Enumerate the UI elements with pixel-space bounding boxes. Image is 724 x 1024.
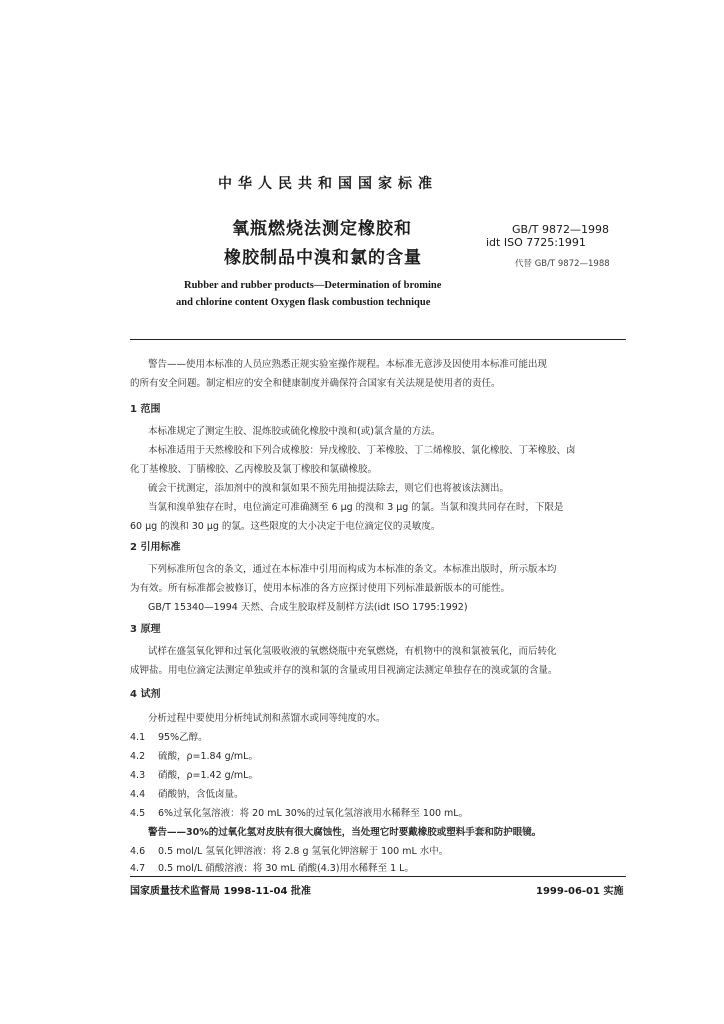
english-title-line-2: and chlorine content Oxygen flask combustion technique (176, 297, 431, 308)
section-4-intro: 分析过程中要使用分析纯试剂和蒸馏水或同等纯度的水。 (148, 713, 386, 724)
item-text: 硝酸，ρ=1.42 g/mL。 (158, 770, 258, 781)
item-text: 0.5 mol/L 硝酸溶液：将 30 mL 硝酸(4.3)用水稀释至 1 L。 (158, 863, 414, 874)
section-2-para-1b: 为有效。所有标准都会被修订，使用本标准的各方应探讨使用下列标准最新版本的可能性。 (130, 583, 511, 594)
implementation-date: 1999-06-01 实施 (536, 886, 624, 897)
item-number: 4.3 (130, 770, 146, 781)
title-line-2: 橡胶制品中溴和氯的含量 (224, 248, 422, 268)
section-3-title: 3 原理 (130, 624, 161, 635)
section-1-para-2a: 本标准适用于天然橡胶和下列合成橡胶：异戊橡胶、丁苯橡胶、丁二烯橡胶、氯化橡胶、丁苯橡胶、卤 (148, 445, 576, 456)
item-text: 95%乙醇。 (158, 732, 208, 743)
title-line-1: 氧瓶燃烧法测定橡胶和 (232, 219, 412, 239)
national-standard-header: 中华人民共和国国家标准 (218, 176, 438, 192)
section-1-para-4b: 60 μg 的溴和 30 μg 的氯。这些限度的大小决定于电位滴定仪的灵敏度。 (130, 521, 441, 532)
footer-divider (130, 876, 626, 877)
section-1-para-4a: 当氯和溴单独存在时，电位滴定可准确测至 6 μg 的溴和 3 μg 的氯。当氯和溴共同存在时，下限是 (148, 502, 564, 513)
item-number: 4.7 (130, 863, 146, 874)
section-1-para-3: 硫会干扰测定，添加剂中的溴和氯如果不预先用抽提法除去，则它们也将被该法测出。 (148, 483, 510, 494)
approval-date: 国家质量技术监督局 1998-11-04 批准 (130, 886, 311, 897)
section-2-reference: GB/T 15340—1994 天然、合成生胶取样及制样方法(idt ISO 1795:1992) (148, 602, 468, 613)
idt-reference: idt ISO 7725:1991 (486, 236, 586, 249)
section-2-para-1a: 下列标准所包含的条文，通过在本标准中引用而构成为本标准的条文。本标准出版时，所示版本均 (148, 564, 557, 575)
header-divider (130, 339, 626, 340)
item-number: 4.2 (130, 751, 146, 762)
warning-line-2: 的所有安全问题。制定相应的安全和健康制度并确保符合国家有关法规是使用者的责任。 (130, 378, 501, 389)
section-1-para-2b: 化丁基橡胶、丁腈橡胶、乙丙橡胶及氯丁橡胶和氯磺橡胶。 (130, 464, 378, 475)
section-4-warning: 警告——30%的过氧化氢对皮肤有很大腐蚀性，当处理它时要戴橡胶或塑料手套和防护眼镜。 (148, 827, 542, 838)
replaces-standard: 代替 GB/T 9872—1988 (515, 259, 610, 269)
english-title-line-1: Rubber and rubber products—Determination of bromine (184, 280, 442, 291)
section-1-title: 1 范围 (130, 404, 161, 415)
section-2-title: 2 引用标准 (130, 542, 181, 553)
section-3-para-1b: 成钾盐。用电位滴定法测定单独或并存的溴和氯的含量或用目视滴定法测定单独存在的溴或氯的含量。 (130, 665, 558, 676)
item-number: 4.5 (130, 808, 146, 819)
warning-line-1: 警告——使用本标准的人员应熟悉正规实验室操作规程。本标准无意涉及因使用本标准可能出现 (148, 359, 548, 370)
section-4-title: 4 试剂 (130, 689, 161, 700)
item-number: 4.6 (130, 846, 146, 857)
section-3-para-1a: 试样在盛氢氧化钾和过氧化氢吸收液的氧燃烧瓶中充氧燃烧，有机物中的溴和氯被氧化，而后转化 (148, 646, 557, 657)
item-text: 6%过氧化氢溶液：将 20 mL 30%的过氧化氢溶液用水稀释至 100 mL。 (158, 808, 469, 819)
item-number: 4.4 (130, 789, 146, 800)
standard-number: GB/T 9872—1998 (512, 223, 609, 236)
item-number: 4.1 (130, 732, 146, 743)
section-1-para-1: 本标准规定了测定生胶、混炼胶或硫化橡胶中溴和(或)氯含量的方法。 (148, 426, 441, 437)
item-text: 硫酸，ρ=1.84 g/mL。 (158, 751, 258, 762)
item-text: 硝酸钠，含低卤量。 (158, 789, 244, 800)
item-text: 0.5 mol/L 氢氧化钾溶液：将 2.8 g 氢氧化钾溶解于 100 mL 水中。 (158, 846, 449, 857)
